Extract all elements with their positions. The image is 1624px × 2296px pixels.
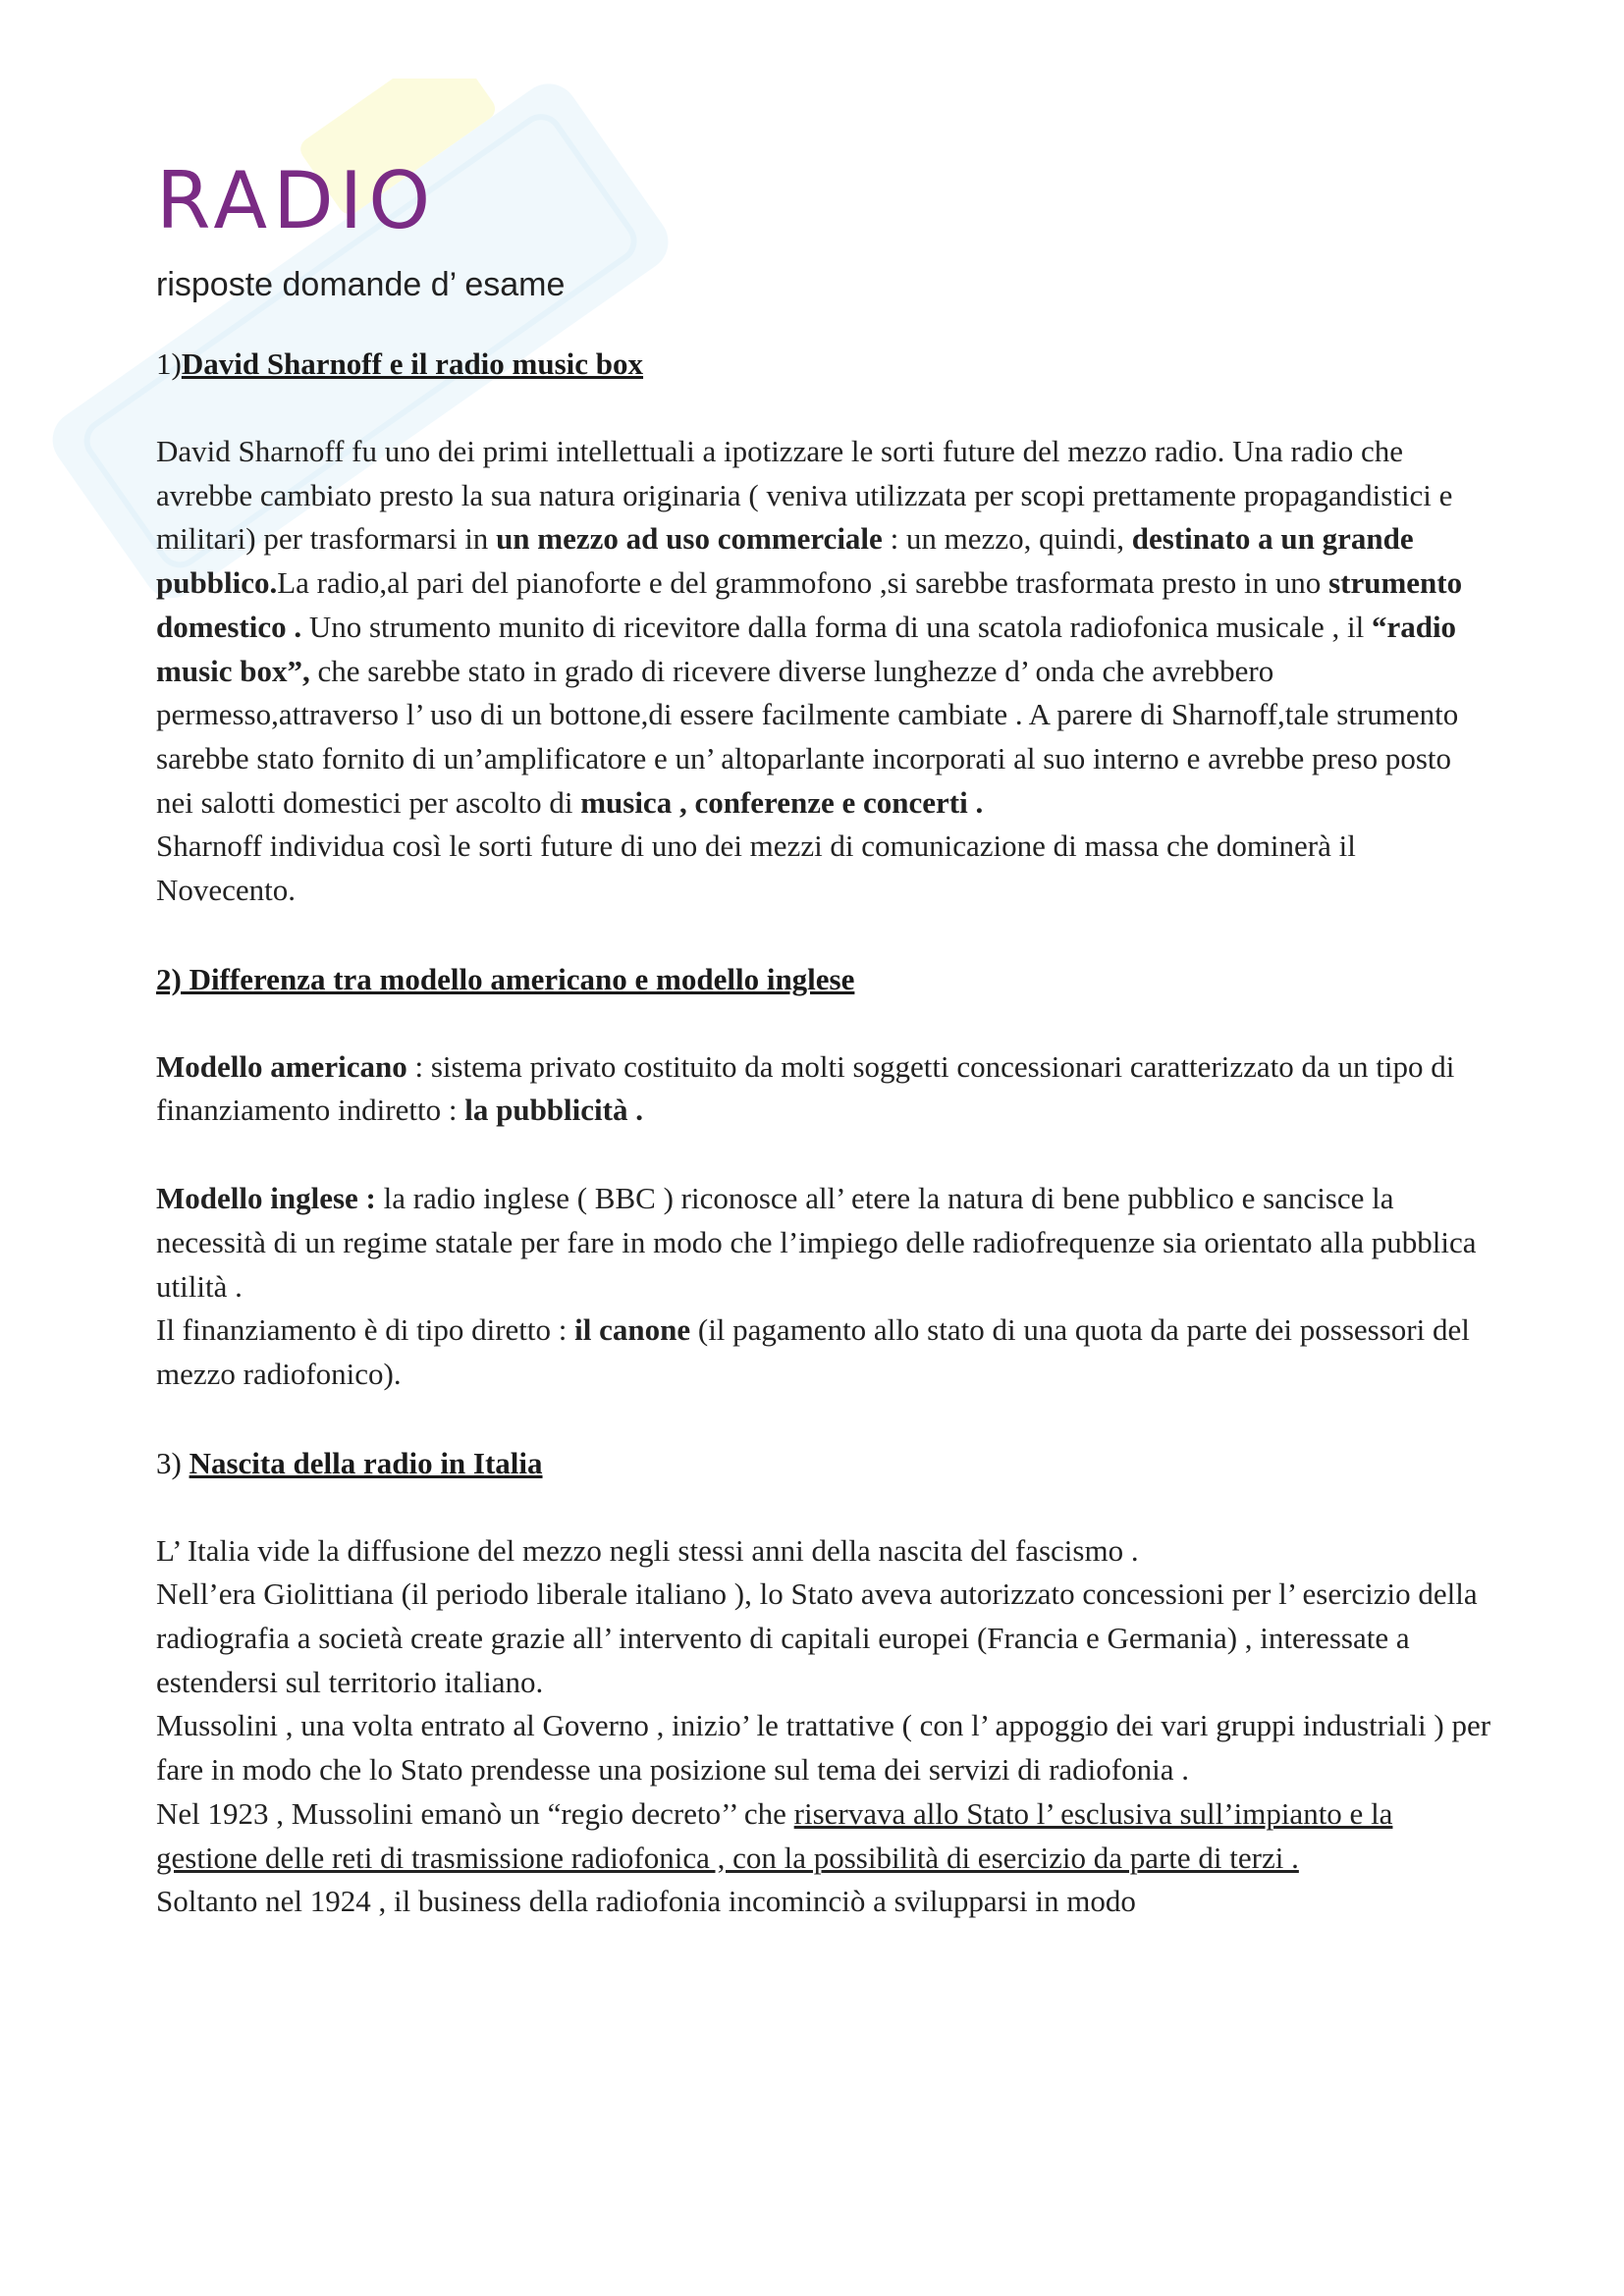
text-run: Il finanziamento è di tipo diretto : — [156, 1312, 575, 1348]
section-1-title: David Sharnoff e il radio music box — [181, 347, 644, 381]
section-3-paragraph-3: Mussolini , una volta entrato al Governo , inizio’ le trattative ( con l’ appoggio dei vari gruppi industriali ) per fare in modo che lo Stato prendesse una posizione sul tema dei servizi di radiofonia . — [156, 1708, 1491, 1788]
page-title: RADIO — [156, 155, 437, 246]
text-run: Uno strumento munito di ricevitore dalla forma di una scatola radiofonica musicale , il — [301, 609, 1372, 644]
section-3-number: 3) — [156, 1445, 189, 1480]
section-3-paragraph-2: Nell’era Giolittiana (il periodo liberale italiano ), lo Stato aveva autorizzato concessioni per l’ esercizio della radiografia a società create grazie all’ intervento di capitali europei (Francia e Germania) , interessate a estendersi sul territorio italiano. — [156, 1576, 1478, 1699]
section-1-number: 1) — [156, 347, 182, 381]
english-model-label: Modello inglese : — [156, 1181, 376, 1216]
english-model-paragraph — [156, 1177, 1491, 1308]
bold-run: un mezzo ad uso commerciale — [496, 521, 883, 557]
text-run: : sistema privato costituito da molti soggetti concessionari caratterizzato da un tipo di finanziamento indiretto : — [156, 1048, 1455, 1128]
section-3-heading — [156, 1441, 1491, 1485]
page-subtitle: risposte domande d’ esame — [156, 266, 566, 303]
section-1-conclusion: Sharnoff individua così le sorti future di uno dei mezzi di comunicazione di massa che dominerà il Novecento. — [156, 828, 1356, 908]
text-run: che sarebbe stato in grado di ricevere diverse lunghezze d’ onda che avrebbero permesso,attraverso l’ uso di un bottone,di essere facilmente cambiate . A parere di Sharnoff,tale strumento sarebbe stato fornito di un’amplificatore e un’ altoparlante incorporati al suo interno e avrebbe preso posto nei salotti domestici per ascolto di — [156, 653, 1459, 820]
text-run: La radio,al pari del pianoforte e del grammofono ,si sarebbe trasformata presto in uno — [277, 565, 1329, 601]
section-3-paragraph-4 — [156, 1792, 1491, 1880]
american-model-paragraph — [156, 1045, 1491, 1133]
text-run: (il pagamento allo stato di una quota da parte dei possessori del mezzo radiofonico). — [156, 1312, 1470, 1391]
text-run: David Sharnoff fu uno dei primi intellettuali a ipotizzare le sorti future del mezzo radio. Una radio che avrebbe cambiato presto la sua natura originaria ( veniva utilizzata per scopi prettamente propagandistici e militari) per trasformarsi in — [156, 434, 1453, 557]
section-3-title: Nascita della radio in Italia — [189, 1445, 543, 1480]
text-run: Nel 1923 , Mussolini emanò un “regio decreto’’ che — [156, 1795, 794, 1831]
bold-run: il canone — [574, 1312, 691, 1348]
bold-run: strumento domestico . — [156, 565, 1463, 644]
bold-run: destinato a un grande pubblico. — [156, 521, 1414, 601]
text-run: : un mezzo, quindi, — [882, 521, 1132, 557]
underlined-run: riservava allo Stato l’ esclusiva sull’impianto e la gestione delle reti di trasmissione radiofonica , con la possibilità di esercizio da parte di terzi . — [156, 1795, 1393, 1875]
section-3-paragraph-5: Soltanto nel 1924 , il business della radiofonia incominciò a svilupparsi in modo — [156, 1884, 1136, 1919]
document-page — [156, 157, 1491, 1924]
section-2-title: 2) Differenza tra modello americano e modello inglese — [156, 961, 855, 996]
section-2-heading — [156, 957, 1491, 1001]
financing-paragraph — [156, 1308, 1491, 1396]
section-1-paragraph — [156, 430, 1491, 825]
bold-run: “radio music box”, — [156, 609, 1457, 688]
section-3-paragraph-1: L’ Italia vide la diffusione del mezzo negli stessi anni della nascita del fascismo . — [156, 1532, 1139, 1568]
text-run: la radio inglese ( BBC ) riconosce all’ etere la natura di bene pubblico e sancisce la necessità di un regime statale per fare in modo che l’impiego delle radiofrequenze sia orientato alla pubblica utilità . — [156, 1181, 1477, 1304]
bold-run: musica , conferenze e concerti . — [580, 784, 984, 820]
section-1-heading — [156, 342, 1491, 386]
american-model-label: Modello americano — [156, 1048, 407, 1084]
bold-run: la pubblicità . — [464, 1093, 643, 1128]
